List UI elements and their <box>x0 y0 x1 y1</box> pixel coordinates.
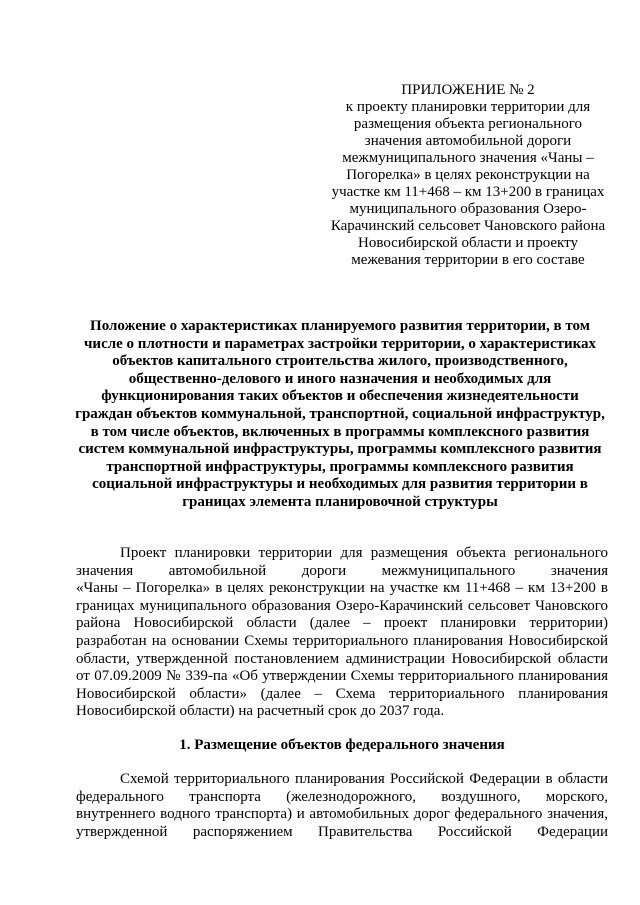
paragraph-line: разработан на основании Схемы территориального планирования Новосибирской <box>76 632 608 649</box>
paragraph-line: района Новосибирской области (далее – проект планировки территории) <box>76 615 608 632</box>
section-heading: 1. Размещение объектов федерального значения <box>179 737 505 753</box>
paragraph-line: границах муниципального образования Озеро-Карачинский сельсовет Чановского <box>76 597 608 614</box>
title-line: границах элемента планировочной структуры <box>182 493 498 510</box>
appendix-line: размещения объекта регионального <box>353 116 583 132</box>
appendix-line: муниципального образования Озеро- <box>349 201 587 217</box>
intro-paragraph <box>76 545 608 721</box>
title-line: транспортной инфраструктуры, программы комплексного развития <box>106 458 574 475</box>
paragraph-line: Схемой территориального планирования Российской Федерации в области <box>120 771 608 787</box>
appendix-line: межевания территории в его составе <box>351 252 585 268</box>
appendix-line: к проекту планировки территории для <box>345 99 591 115</box>
appendix-line: значения автомобильной дороги <box>364 133 572 149</box>
appendix-line: Погорелка» в целях реконструкции на <box>346 167 590 183</box>
title-line: социальной инфраструктуры и необходимых для развития территории в <box>92 476 588 493</box>
title-line: функционирования таких объектов и обеспечения жизнедеятельности <box>101 388 579 405</box>
appendix-line: Новосибирской области и проекту <box>358 235 578 251</box>
appendix-header <box>318 82 618 269</box>
title-line: Положение о характеристиках планируемого развития территории, в том <box>90 318 590 334</box>
paragraph-line: области, утвержденной постановлением администрации Новосибирской области <box>76 650 608 667</box>
paragraph-line: Новосибирской области) на расчетный срок до 2037 года. <box>76 703 445 720</box>
appendix-line: Карачинский сельсовет Чановского района <box>330 218 606 234</box>
paragraph-line: Новосибирской области» (далее – Схема территориального планирования <box>76 685 608 702</box>
appendix-line: участке км 11+468 – км 13+200 в границах <box>331 184 605 200</box>
appendix-line: межмуниципального значения «Чаны – <box>342 150 594 166</box>
title-line: числе о плотности и параметрах застройки территории, о характеристиках <box>83 335 597 352</box>
paragraph-line: «Чаны – Погорелка» в целях реконструкции на участке км 11+468 – км 13+200 в <box>76 580 608 597</box>
section-1-paragraph <box>76 771 608 841</box>
title-line: граждан объектов коммунальной, транспортной, социальной инфраструктур, <box>75 405 605 422</box>
paragraph-line: значения автомобильной дороги межмуниципального значения <box>76 562 608 579</box>
appendix-line: ПРИЛОЖЕНИЕ № 2 <box>401 82 535 98</box>
paragraph-line: федерального транспорта (железнодорожного, воздушного, морского, <box>76 788 608 805</box>
paragraph-line: от 07.09.2009 № 339-па «Об утверждении Схемы территориального планирования <box>76 668 608 685</box>
paragraph-line: Проект планировки территории для размещения объекта регионального <box>120 545 608 561</box>
title-line: объектов капитального строительства жилого, производственного, <box>112 353 568 370</box>
document-title <box>60 318 620 512</box>
paragraph-line: утвержденной распоряжением Правительства Российской Федерации <box>76 823 608 840</box>
paragraph-line: внутреннего водного транспорта) и автомобильных дорог федерального значения, <box>76 806 608 823</box>
title-line: общественно-делового и иного назначения и необходимых для <box>128 370 552 387</box>
title-line: систем коммунальной инфраструктуры, программы комплексного развития <box>78 441 602 458</box>
title-line: в том числе объектов, включенных в программы комплексного развития <box>90 423 590 440</box>
